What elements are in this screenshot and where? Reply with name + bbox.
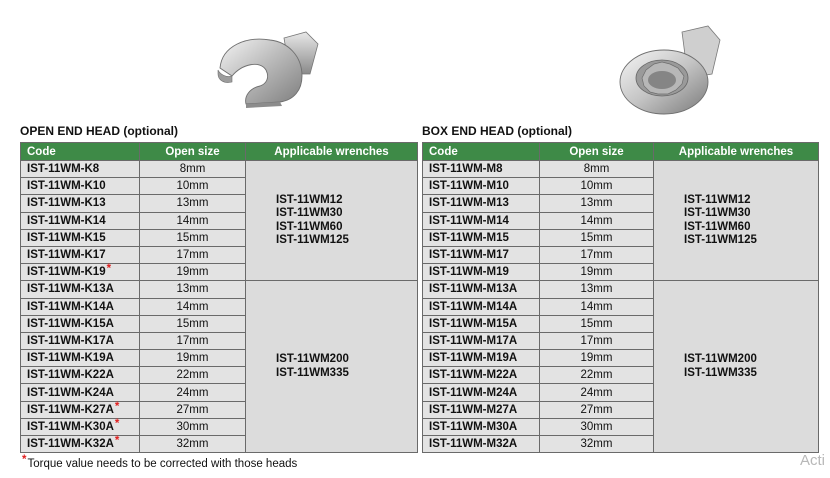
- table-row: [423, 281, 819, 298]
- code-cell: [423, 418, 540, 435]
- open-size-cell: 32mm: [540, 436, 654, 453]
- open-size-cell: 24mm: [140, 384, 246, 401]
- table-row: [21, 161, 418, 178]
- open-size-cell: 15mm: [540, 229, 654, 246]
- applicable-wrenches-cell: [654, 281, 819, 453]
- code-text: IST-11WM-M30A: [429, 420, 518, 433]
- asterisk-marker: *: [106, 263, 112, 276]
- code-cell: [21, 246, 140, 263]
- open-size-cell: 27mm: [540, 401, 654, 418]
- code-text: IST-11WM-M15A: [429, 317, 518, 330]
- code-cell: [423, 212, 540, 229]
- wrench-model: IST-11WM200: [684, 353, 757, 366]
- code-cell: [21, 212, 140, 229]
- open-size-cell: 30mm: [140, 418, 246, 435]
- open-size-cell: 13mm: [540, 195, 654, 212]
- wrench-model: IST-11WM335: [684, 366, 757, 379]
- open-size-cell: 14mm: [540, 298, 654, 315]
- code-cell: [21, 350, 140, 367]
- code-cell: [21, 418, 140, 435]
- open-size-cell: 27mm: [140, 401, 246, 418]
- header-open-size: Open size: [540, 143, 654, 161]
- code-cell: [423, 229, 540, 246]
- wrench-model: IST-11WM30: [684, 207, 751, 220]
- header-code: Code: [21, 143, 140, 161]
- code-cell: [21, 195, 140, 212]
- open-size-cell: 10mm: [540, 178, 654, 195]
- code-text: IST-11WM-M13: [429, 197, 509, 210]
- open-size-cell: 32mm: [140, 436, 246, 453]
- code-cell: [21, 367, 140, 384]
- code-cell: [423, 178, 540, 195]
- open-size-cell: 10mm: [140, 178, 246, 195]
- code-text: IST-11WM-M15: [429, 231, 509, 244]
- code-text: IST-11WM-K8: [27, 163, 100, 176]
- wrench-model: IST-11WM60: [276, 220, 343, 233]
- open-size-cell: 14mm: [140, 212, 246, 229]
- code-cell: [423, 264, 540, 281]
- code-cell: [423, 298, 540, 315]
- code-cell: [21, 436, 140, 453]
- wrench-model: IST-11WM12: [276, 193, 343, 206]
- asterisk-marker: *: [114, 400, 120, 413]
- open-size-cell: 19mm: [140, 350, 246, 367]
- open-size-cell: 19mm: [140, 264, 246, 281]
- open-end-head-table: [20, 142, 418, 453]
- code-text: IST-11WM-K17A: [27, 334, 114, 347]
- box-end-head-title: BOX END HEAD (optional): [422, 124, 572, 138]
- code-cell: [21, 229, 140, 246]
- code-text: IST-11WM-K24A: [27, 386, 114, 399]
- code-text: IST-11WM-K27A: [27, 403, 114, 416]
- applicable-wrenches-cell: [654, 161, 819, 281]
- table-row: [423, 161, 819, 178]
- open-size-cell: 19mm: [540, 350, 654, 367]
- applicable-wrenches-cell: [246, 281, 418, 453]
- open-size-cell: 14mm: [540, 212, 654, 229]
- code-text: IST-11WM-K15A: [27, 317, 114, 330]
- box-end-head-table: [422, 142, 819, 453]
- code-cell: [21, 315, 140, 332]
- code-text: IST-11WM-M8: [429, 163, 503, 176]
- header-open-size: Open size: [140, 143, 246, 161]
- code-cell: [21, 298, 140, 315]
- open-size-cell: 13mm: [140, 195, 246, 212]
- code-text: IST-11WM-M19A: [429, 352, 518, 365]
- code-text: IST-11WM-M17A: [429, 334, 518, 347]
- box-end-head-image: [612, 22, 732, 122]
- code-text: IST-11WM-M14A: [429, 300, 518, 313]
- code-cell: [21, 384, 140, 401]
- code-text: IST-11WM-K13: [27, 197, 106, 210]
- code-text: IST-11WM-M24A: [429, 386, 518, 399]
- header-applicable-wrenches: Applicable wrenches: [246, 143, 418, 161]
- open-size-cell: 13mm: [140, 281, 246, 298]
- code-text: IST-11WM-M17: [429, 249, 509, 262]
- wrench-model: IST-11WM12: [684, 193, 751, 206]
- open-size-cell: 8mm: [540, 161, 654, 178]
- header-applicable-wrenches: Applicable wrenches: [654, 143, 819, 161]
- code-cell: [21, 332, 140, 349]
- code-text: IST-11WM-K32A: [27, 438, 114, 451]
- code-cell: [423, 315, 540, 332]
- wrench-model: IST-11WM125: [684, 234, 757, 247]
- open-end-head-image: [206, 30, 336, 108]
- open-size-cell: 19mm: [540, 264, 654, 281]
- code-text: IST-11WM-K14A: [27, 300, 114, 313]
- code-cell: [21, 161, 140, 178]
- wrench-model: IST-11WM125: [276, 234, 349, 247]
- header-code: Code: [423, 143, 540, 161]
- code-text: IST-11WM-M10: [429, 180, 509, 193]
- code-cell: [21, 178, 140, 195]
- code-text: IST-11WM-M27A: [429, 403, 518, 416]
- code-cell: [423, 195, 540, 212]
- code-text: IST-11WM-K14: [27, 214, 106, 227]
- code-text: IST-11WM-K19A: [27, 352, 114, 365]
- code-cell: [423, 401, 540, 418]
- open-size-cell: 17mm: [540, 332, 654, 349]
- wrench-model: IST-11WM200: [276, 353, 349, 366]
- code-cell: [423, 281, 540, 298]
- code-cell: [21, 401, 140, 418]
- footnote-text: Torque value needs to be corrected with those heads: [27, 458, 298, 470]
- code-text: IST-11WM-K13A: [27, 283, 114, 296]
- wrench-model: IST-11WM335: [276, 366, 349, 379]
- table-row: [21, 281, 418, 298]
- open-size-cell: 15mm: [140, 229, 246, 246]
- open-size-cell: 17mm: [540, 246, 654, 263]
- code-cell: [423, 161, 540, 178]
- code-text: IST-11WM-K17: [27, 249, 106, 262]
- open-size-cell: 30mm: [540, 418, 654, 435]
- open-size-cell: 17mm: [140, 332, 246, 349]
- open-end-head-title: OPEN END HEAD (optional): [20, 124, 178, 138]
- open-size-cell: 8mm: [140, 161, 246, 178]
- code-cell: [423, 332, 540, 349]
- open-size-cell: 22mm: [140, 367, 246, 384]
- open-size-cell: 17mm: [140, 246, 246, 263]
- asterisk-marker: *: [22, 454, 27, 466]
- open-size-cell: 14mm: [140, 298, 246, 315]
- code-cell: [21, 264, 140, 281]
- open-size-cell: 15mm: [540, 315, 654, 332]
- code-cell: [423, 350, 540, 367]
- open-size-cell: 22mm: [540, 367, 654, 384]
- code-text: IST-11WM-K19: [27, 266, 106, 279]
- open-size-cell: 15mm: [140, 315, 246, 332]
- asterisk-marker: *: [114, 417, 120, 430]
- code-cell: [423, 367, 540, 384]
- open-size-cell: 13mm: [540, 281, 654, 298]
- code-text: IST-11WM-M32A: [429, 438, 518, 451]
- code-text: IST-11WM-M19: [429, 266, 509, 279]
- code-text: IST-11WM-K22A: [27, 369, 114, 382]
- code-text: IST-11WM-K30A: [27, 420, 114, 433]
- asterisk-marker: *: [114, 435, 120, 448]
- code-text: IST-11WM-M13A: [429, 283, 518, 296]
- code-text: IST-11WM-K15: [27, 231, 106, 244]
- code-cell: [21, 281, 140, 298]
- wrench-model: IST-11WM60: [684, 220, 751, 233]
- code-cell: [423, 246, 540, 263]
- applicable-wrenches-cell: [246, 161, 418, 281]
- code-text: IST-11WM-K10: [27, 180, 106, 193]
- code-cell: [423, 384, 540, 401]
- footnote: [22, 454, 298, 470]
- code-cell: [423, 436, 540, 453]
- activation-watermark: Acti: [800, 452, 826, 469]
- open-size-cell: 24mm: [540, 384, 654, 401]
- code-text: IST-11WM-M14: [429, 214, 509, 227]
- code-text: IST-11WM-M22A: [429, 369, 518, 382]
- wrench-model: IST-11WM30: [276, 207, 343, 220]
